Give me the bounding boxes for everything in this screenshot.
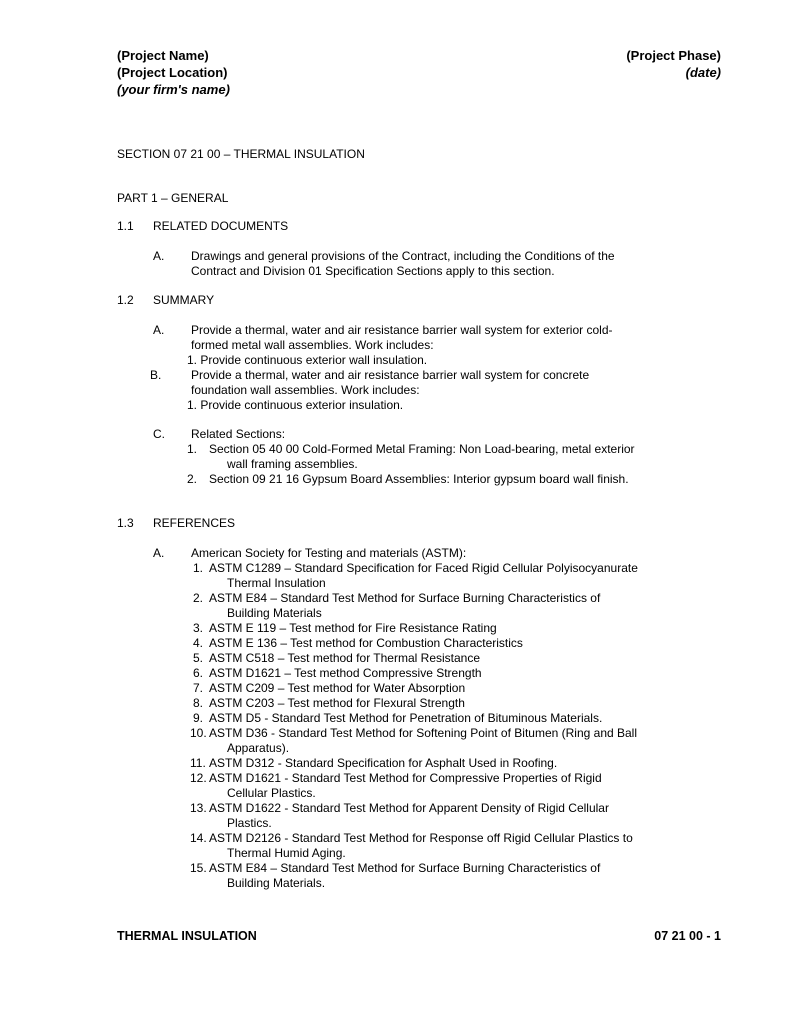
reference-text: ASTM C518 – Test method for Thermal Resistance	[209, 651, 481, 665]
article-title: RELATED DOCUMENTS	[153, 219, 289, 233]
reference-text: ASTM D2126 - Standard Test Method for Response off Rigid Cellular Plastics to	[209, 831, 633, 845]
article-title: SUMMARY	[153, 293, 215, 307]
footer-title: THERMAL INSULATION	[117, 929, 257, 943]
subparagraph-number: 2.	[187, 472, 198, 486]
firm-name: (your firm's name)	[117, 82, 230, 97]
paragraph-text: American Society for Testing and materials (ASTM):	[191, 546, 467, 560]
subparagraph-number: 1.	[187, 442, 198, 456]
project-location: (Project Location)	[117, 65, 228, 80]
reference-number: 10.	[190, 726, 207, 740]
article-number: 1.3	[117, 516, 134, 530]
reference-number: 9.	[193, 711, 204, 725]
reference-text: ASTM D5 - Standard Test Method for Penetration of Bituminous Materials.	[209, 711, 603, 725]
reference-text: ASTM E 119 – Test method for Fire Resistance Rating	[209, 621, 497, 635]
subparagraph-text: wall framing assemblies.	[227, 457, 358, 471]
reference-text: ASTM C203 – Test method for Flexural Strength	[209, 696, 465, 710]
reference-number: 13.	[190, 801, 207, 815]
subparagraph-text: Section 09 21 16 Gypsum Board Assemblies: Interior gypsum board wall finish.	[209, 472, 629, 486]
reference-text: ASTM D1621 - Standard Test Method for Compressive Properties of Rigid	[209, 771, 602, 785]
reference-number: 3.	[193, 621, 204, 635]
reference-number: 8.	[193, 696, 204, 710]
reference-number: 7.	[193, 681, 204, 695]
reference-text: ASTM E 136 – Test method for Combustion Characteristics	[209, 636, 523, 650]
project-phase: (Project Phase)	[626, 48, 721, 63]
paragraph-text: Related Sections:	[191, 427, 286, 441]
article-title: REFERENCES	[153, 516, 236, 530]
reference-text: Plastics.	[227, 816, 272, 830]
reference-number: 1.	[193, 561, 204, 575]
reference-number: 6.	[193, 666, 204, 680]
paragraph-text: formed metal wall assemblies. Work includes:	[191, 338, 434, 352]
reference-text: Thermal Humid Aging.	[227, 846, 346, 860]
paragraph-text: Contract and Division 01 Specification Sections apply to this section.	[191, 264, 555, 278]
reference-number: 15.	[190, 861, 207, 875]
reference-text: ASTM D36 - Standard Test Method for Softening Point of Bitumen (Ring and Ball	[209, 726, 638, 740]
article-number: 1.1	[117, 219, 134, 233]
paragraph-text: Provide a thermal, water and air resistance barrier wall system for concrete	[191, 368, 590, 382]
reference-text: ASTM D1622 - Standard Test Method for Apparent Density of Rigid Cellular	[209, 801, 609, 815]
header-left	[117, 47, 230, 98]
reference-text: ASTM E84 – Standard Test Method for Surface Burning Characteristics of	[209, 591, 601, 605]
paragraph-label: A.	[153, 323, 165, 337]
reference-text: ASTM C209 – Test method for Water Absorption	[209, 681, 466, 695]
reference-number: 2.	[193, 591, 204, 605]
reference-text: ASTM C1289 – Standard Specification for Faced Rigid Cellular Polyisocyanurate	[209, 561, 638, 575]
paragraph-text: foundation wall assemblies. Work includes:	[191, 383, 420, 397]
reference-text: Cellular Plastics.	[227, 786, 316, 800]
subparagraph-text: 1. Provide continuous exterior insulation.	[187, 398, 404, 412]
reference-number: 5.	[193, 651, 204, 665]
header-right	[626, 47, 721, 81]
subparagraph-text: 1. Provide continuous exterior wall insulation.	[187, 353, 428, 367]
reference-text: Building Materials	[227, 606, 322, 620]
article-number: 1.2	[117, 293, 134, 307]
paragraph-label: C.	[153, 427, 165, 441]
section-title: SECTION 07 21 00 – THERMAL INSULATION	[117, 147, 365, 161]
date: (date)	[685, 65, 721, 80]
reference-number: 14.	[190, 831, 207, 845]
reference-text: ASTM E84 – Standard Test Method for Surface Burning Characteristics of	[209, 861, 601, 875]
paragraph-label: A.	[153, 249, 165, 263]
reference-number: 12.	[190, 771, 207, 785]
reference-number: 4.	[193, 636, 204, 650]
paragraph-label: B.	[150, 368, 162, 382]
paragraph-label: A.	[153, 546, 165, 560]
paragraph-text: Drawings and general provisions of the Contract, including the Conditions of the	[191, 249, 615, 263]
reference-text: ASTM D1621 – Test method Compressive Strength	[209, 666, 482, 680]
reference-text: Apparatus).	[227, 741, 290, 755]
reference-text: ASTM D312 - Standard Specification for Asphalt Used in Roofing.	[209, 756, 558, 770]
part-title: PART 1 – GENERAL	[117, 191, 229, 205]
project-name: (Project Name)	[117, 48, 209, 63]
paragraph-text: Provide a thermal, water and air resistance barrier wall system for exterior cold-	[191, 323, 613, 337]
reference-text: Thermal Insulation	[227, 576, 326, 590]
reference-text: Building Materials.	[227, 876, 326, 890]
footer-page-number: 07 21 00 - 1	[654, 929, 721, 943]
subparagraph-text: Section 05 40 00 Cold-Formed Metal Framing: Non Load-bearing, metal exterior	[209, 442, 635, 456]
reference-number: 11.	[190, 756, 206, 770]
